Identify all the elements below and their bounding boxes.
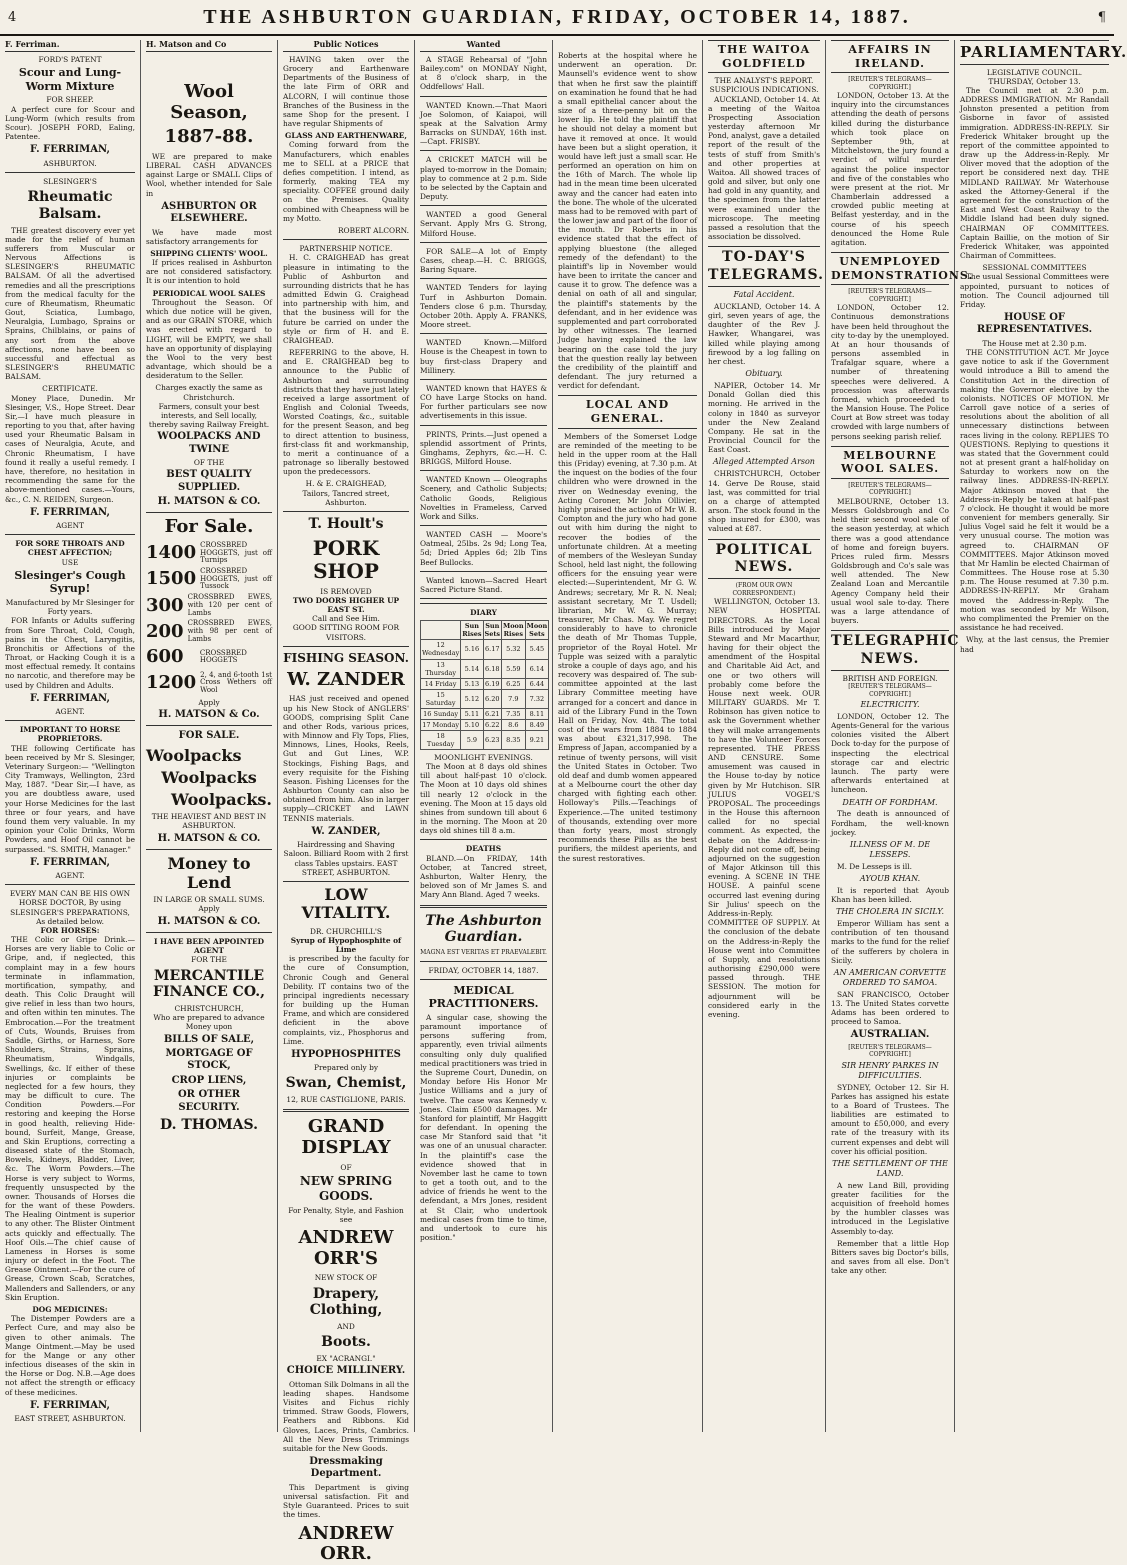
reuter-4: [REUTER'S TELEGRAMS—COPYRIGHT.] [848,683,932,698]
moonlight-heading: MOONLIGHT EVENINGS. [434,752,533,762]
wanted-ad: Wanted known—Sacred Heart Sacred Picture Stand. [420,575,547,594]
diary-cell: 5.13 [461,678,483,689]
thomas-signature: D. THOMAS. [159,1116,259,1133]
fords-label: FORD'S PATENT [38,54,102,64]
diary-row [421,640,549,659]
hoggets-row [146,568,272,591]
hoggets-count: 1200 [146,671,197,693]
diary-cell: 5.9 [461,730,483,749]
diary-col-header [421,621,461,640]
hoggets-row [146,646,272,668]
choice-millinery: CHOICE MILLINERY. [286,1365,406,1377]
partnership-body: H. C. CRAIGHEAD has great pleasure in intimating to the Public of Ashburton and surrounding districts that he has admitted Edwin G. Craighead into partnership with him, and that the business will for the future be carried on under the style or firm of H. and E. CRAIGHEAD. [283,253,409,345]
wool-body: WE are prepared to make LIBERAL CASH ADVANCES against Large or SMALL Clips of Wool, whether intended for Sale in [146,151,272,198]
wanted-ad: PRINTS, Prints.—Just opened a splendid assortment of Prints, Ginghams, Zephyrs, &c.—H. C. BRIGGS, Milford House. [420,429,547,467]
diary-cell: 5.45 [525,640,549,659]
hoggets-row [146,542,272,565]
electricity-body: LONDON, October 12. The Agents-General for the various colonies visited the Albert Dock to-day for the purpose of inspecting the electrical storage car and electric launch. The party were afterwards entertained at luncheon. [831,711,949,795]
fishing-season: FISHING SEASON. [283,650,409,665]
column-4 [415,40,553,1432]
glass-heading: GLASS AND EARTHENWARE, [285,131,407,141]
low-vitality: LOW VITALITY. [301,884,391,923]
parliamentary-heading: PARLIAMENTARY. [960,40,1109,65]
medical-body: A singular case, showing the paramount importance of persons suffering from, apparently, even trivial ailments consulting only duly qualified medical practitioners was tried in the Supreme Court, Dunedin, on Monday before His Honor Mr Justice Williams and a jury of twelve. The case was Kennedy v. Jones. Claim £500 damages. Mr Stanford for plaintiff, Mr Haggitt for defendant. In opening the case Mr Stanford said that "it was one of an unusual character. In the plaintiff's case the evidence showed that in November last he came to town to get a tooth out, and to the advice of friends he went to the defendant, a Mrs Jones, resident at St Clair, who undertook medical cases from time to time, and undertook to cure his position." [420,1012,547,1243]
new-stock: NEW STOCK OF [314,1273,378,1283]
of-label: OF [340,1162,352,1172]
shipping-heading: SHIPPING CLIENTS' WOOL. [150,248,268,258]
diary-cell: 16 Sunday [421,708,461,719]
guardian-masthead: The Ashburton Guardian. [425,912,542,946]
matson-4: H. MATSON & CO. [157,915,261,927]
horses-body: THE Colic or Gripe Drink.—Horses are very liable to Colic or Gripe, and, if neglected, this complaint may in a few hours terminate in inflammation, mortification, sympathy, and death. This Colic Draught will give relief in less than two hours, and often within ten minutes. The Embrocation.—For the treatment of Cuts, Wounds, Bruises from Saddle, Girths, or Harness, Sore Shoulders, Strains, Sprains, Rheumatism, Windgalls, Swellings, &c. If either of these injuries or complaints be neglected for a few hours, they may be difficult to cure. The Condition Powders.—For restoring and keeping the Horse in good health, relieving Hide-bound, Surfeit, Mange, Grease, and Skin Eruptions, correcting a diseased state of the Stomach, Bowels, Kidneys, Bladder, Liver, &c. The Worm Powders.—The Horse is very subject to Worms, frequently unsuspected by the owner. Thousands of Horses die for the want of these Powders. The Healing Ointment is superior to any other. The Blister Ointment acts quickly and effectually. The Hoof Oils.—The chief cause of Lameness in Horses is some injury or defect in the Foot. The Grease Ointment.—For the cure of Grease, Crown Scab, Scratches, Mallenders and Sallenders, or any Skin Eruption. [5,935,135,1302]
woolpacks-2: Woolpacks [161,767,257,787]
wanted-ad: WANTED Known.—That Maori Joe Solomon, of Kaiapoi, will speak at the Salvation Army Barracks on SUNDAY, 16th inst.—Capt. FRISBY. [420,100,547,147]
pork-shop: PORK SHOP [312,535,380,583]
churchill-label: DR. CHURCHILL'S [309,926,382,936]
hoggets-row [146,620,272,643]
column-2 [141,40,278,1432]
hoggets-desc: CROSSBRED EWES, with 120 per cent of Lambs [187,593,272,617]
horse-body: THE following Certificate has been received by Mr S. Slesinger, Veterinary Surgeon:— "Wellington City Tramways, Wellington, 23rd May, 1887. "Dear Sir,—I have, as you are doubtless aware, used your Horse Medicines for the last three or four years, and have found them very valuable. In my opinion your Colic Drinks, Worm Powders, and Hoof Oil cannot be surpassed. "S. SMITH, Manager." [5,743,135,854]
andrew-orrs: ANDREW ORR'S [298,1227,394,1269]
diary-cell: 6.25 [502,678,526,689]
cholera-body: Emperor William has sent a contribution of ten thousand marks to the fund for the relief of the sufferers by cholera in Sicily. [831,919,949,965]
hoggets-desc: CROSSBRED HOGGETS, just off Turnips [200,541,272,565]
hoggets-count: 1500 [146,568,197,590]
reuter-5: [REUTER'S TELEGRAMS—COPYRIGHT.] [848,1043,932,1059]
diary-cell: 6.14 [525,659,549,678]
wanted-ad: A STAGE Rehearsal of "John Bailey.com" on MONDAY Night, at 8 o'clock sharp, in the Oddfellows' Hall. [420,54,547,92]
wanted-ad: WANTED Known.—Milford House is the Cheapest in town to buy first-class Drapery and Millinery. [420,338,547,375]
swan-chemist: Swan, Chemist, [285,1075,407,1092]
mercantile-heading: MERCANTILE FINANCE CO., [153,967,265,1001]
wanted-ad: WANTED CASH — Moore's Oatmeal, 25lbs. 2s 9d; Long Tea, 5d; Dried Apples 6d; 2lb Tins Beef Bullocks. [420,530,547,567]
diary-cell: 7.9 [502,689,526,708]
periodical-heading: PERIODICAL WOOL SALES [152,288,266,298]
diary-cell: 5.12 [461,689,483,708]
parkes-heading: SIR HENRY PARKES IN DIFFICULTIES. [841,1060,939,1080]
british-foreign: BRITISH AND FOREIGN. [842,674,938,683]
masthead [0,0,1114,36]
fatal-body: AUCKLAND, October 14. A girl, seven years of age, the daughter of the Rev J. Hawker, Whangarei, was killed while playing among firewood by a log falling on her chest. [708,301,820,366]
hoggets-desc: CROSSBRED EWES, with 98 per cent of Lambs [187,619,272,643]
legislative-heading: LEGISLATIVE COUNCIL. [986,67,1083,77]
ireland-heading: AFFAIRS IN IRELAND. [831,40,949,73]
dog-body: The Distemper Powders are a Perfect Cure, and may also be given to other animals. The Mange Ointment.—May be used for the Mange or any other infectious diseases of the skin in the Horse or Dog. N.B.—Age does not affect the strength or efficacy of these medicines. [5,1314,135,1397]
other-security: OR OTHER SECURITY. [177,1089,241,1113]
council-body: The Council met at 2.30 p.m. ADDRESS IMMIGRATION. Mr Randall Johnston presented a petition from Gisborne in favor of assisted immigration. ADDRESS-IN-REPLY. Sir Frederick Whitaker brought up the report of the committee appointed to draw up the Address-in-Reply. Mr Oliver moved that the adoption of the report be considered next day. THE MIDLAND RAILWAY. Mr Waterhouse asked the Attorney-General if the agreement for the construction of the East and West Coast Railway to the Middle Island had been duly signed. CHAIRMAN OF COMMITTEES. Captain Baillie, on the motion of Sir Frederick Whitaker, was appointed Chairman of Committees. [960,85,1109,261]
ferriman-2: F. FERRIMAN, [30,506,110,518]
shipping-lead: We have made most satisfactory arrangements for [146,227,272,246]
reps-met: The House met at 2.30 p.m. [982,338,1087,348]
two-doors: TWO DOORS HIGHER UP EAST ST. [292,595,400,615]
deaths-heading: DEATHS [465,844,502,854]
diary-heading: DIARY [470,608,497,618]
throats-heading: FOR SORE THROATS AND CHEST AFFECTION; [15,539,125,558]
for-the: FOR THE [191,955,227,965]
diary-cell: 5.16 [461,640,483,659]
diary-row [421,719,549,730]
hairdressing-line: Hairdressing and Shaving Saloon. Billiard Room with 2 first class Tables upstairs. EAST STREET, ASHBURTON. [283,840,409,877]
column-header: H. Matson and Co [146,40,272,52]
ferriman-5: F. FERRIMAN, [30,1399,110,1411]
local-general-body: Members of the Somerset Lodge are reminded of the meeting to be held in the upper room at the Hall this (Friday) evening, at 7.30 p.m. At the inquest on the bodies of the four children who were drowned in the river on Wednesday evening, the Acting Coroner, Mr John Ollivier, highly praised the action of Mr W. B. Compton and the jury who had gone out with him during the night to recover the bodies of the unfortunate children. At a meeting of members of the Wesleyan Sunday School, held last night, the following officers for the ensuing year were elected:—Superintendent, Mr G. W. Andrews; secretary, Mr R. N. Neal; assistant secretary, Mr T. Usdell; librarian, Mr W. G. Murray; treasurer, Mr Chas. May. We regret considerably to have to chronicle the death of Mr Thomas Tupple, proprietor of the Royal Hotel. Mr Tupple was seized with a paralytic stroke a couple of days ago, and his recovery was despaired of. The sub-committee appointed at the last Library Committee meeting have arranged for a concert and dance in aid of the Library Fund in the Town Hall on Friday, Nov. 4th. The total cost of the wars from 1884 to 1884 was about £321,317,998. The Empress of Japan, accompanied by a retinue of twenty persons, will visit the United States in October. Two old deaf and dumb women appeared at a Melbourne court the other day charged with fighting each other. Holloway's Pills.—Teachings of Experience.—The united testimony of thousands, extending over more than forty years, most strongly recommends these Pills as the best purifiers, the mildest aperients, and the surest restoratives. [558,431,697,863]
diary-cell: 6.19 [485,679,500,688]
money-to-lend: Money to Lend [167,853,251,893]
diary-cell: 5.14 [461,659,483,678]
unemployed-heading: UNEMPLOYED DEMONSTRATIONS. [831,252,949,285]
arson-body: CHRISTCHURCH, October 14. Gerve De Rouse, staid last, was committed for trial on a charge of attempted arson. The stock found in the shop insured for £300, was valued at £87. [708,469,820,534]
newspaper-title: THE ASHBURTON GUARDIAN, FRIDAY, OCTOBER 14, 1887. [203,6,911,28]
for-sale-2: FOR SALE. [178,730,240,742]
diary-cell: 7.32 [525,689,549,708]
east-street: EAST STREET, ASHBURTON. [14,1414,126,1424]
diary-cell: 17 Monday [422,720,460,729]
ayoub-body: It is reported that Ayoub Khan has been killed. [831,885,949,904]
moonlight-body: The Moon at 8 days old shines till about half-past 10 o'clock. The Moon at 10 days old shines till nearly 12 o'clock in the evening. The Moon at 15 days old shines from sundown till about 6 in the morning. The Moon at 20 days old shines till 8 a.m. [420,762,547,836]
lesseps-heading: ILLNESS OF M. DE LESSEPS. [849,839,931,859]
column-header: F. Ferriman. [5,40,135,52]
hop-bitters-note: Remember that a little Hop Bitters saves big Doctor's bills, and saves from all else. Don't take any other. [831,1238,949,1276]
wanted-ad: WANTED Tenders for laying Turf in Ashburton Domain. Tenders close 6 p.m. Thursday, October 20th. Apply A. FRANKS, Moore street. [420,283,547,330]
diary-cell: 6.23 [483,730,501,749]
prepared-by: Prepared only by [313,1063,378,1073]
for-sale-heading: For Sale. [164,516,254,538]
diary-cell: 8.35 [502,730,526,749]
of-the: OF THE [193,458,225,467]
agent-2: AGENT. [55,707,85,717]
referring-body: REFERRING to the above, H. and E. CRAIGHEAD beg to announce to the Public of Ashburton and surrounding districts that they have just lately received a large assortment of English and Colonial Tweeds, Worsted Coatings, &c., suitable for the present Season, and beg to direct attention to business, first-class fit and workmanship, to merit a continuance of a patronage so liberally bestowed upon the predecessors. [283,348,409,477]
money-sub: IN LARGE OR SMALL SUMS. [153,895,265,905]
telegraphic-news: TELEGRAPHIC NEWS. [831,630,949,671]
hoggets-desc: CROSSBRED HOGGETS [199,648,247,665]
hoult-heading: T. Hoult's [308,515,384,532]
for-sheep: FOR SHEEP. [46,95,94,105]
grocery-body: HAVING taken over the Grocery and Earthenware Departments of the Business of the late Firm of ORR and ALCORN, I will continue those Branches of the Business in the same Shop for the present. I have regular Shipments of [283,54,409,129]
appointed-line: I HAVE BEEN APPOINTED AGENT [153,937,265,956]
diary-row [421,689,549,708]
slesinger-label: SLESINGER'S [43,176,97,186]
reuter-3: [REUTER'S TELEGRAMS—COPYRIGHT.] [848,482,932,497]
diary-cell: 5.32 [502,640,526,659]
diary-cell: 18 Tuesday [421,730,461,749]
bills-of-sale: BILLS OF SALE, [163,1033,255,1045]
guardian-motto: MAGNA EST VERITAS ET PRAEVALEBIT. [420,949,547,957]
corvette-body: SAN FRANCISCO, October 13. The United States corvette Adams has been ordered to proceed to Samoa. [831,989,949,1027]
heaviest-line: THE HEAVIEST AND BEST IN ASHBURTON. [151,812,267,831]
diary-row [421,708,549,719]
balsam-heading: Rheumatic Balsam. [27,188,113,222]
cough-syrup-heading: Slesinger's Cough Syrup! [14,568,126,596]
every-man: EVERY MAN CAN BE HIS OWN HORSE DOCTOR, By using SLESINGER'S PREPARATIONS, As detailed below. [9,889,131,926]
wanted-ad: FOR SALE—A lot of Empty Cases, cheap.—H. C. BRIGGS, Baring Square. [420,246,547,275]
reuter-2: [REUTER'S TELEGRAMS—COPYRIGHT.] [848,288,932,303]
diary-cell: 13 Thursday [421,659,461,678]
wool-year: 1887-88. [164,126,254,148]
zander-heading: W. ZANDER [287,668,405,690]
suspicious-heading: SUSPICIOUS INDICATIONS. [709,85,819,95]
hoggets-count: 600 [146,646,184,668]
andrew-orr-signature: ANDREW ORR. [298,1522,394,1565]
cholera-heading: THE CHOLERA IN SICILY. [835,907,945,917]
grand-display: GRAND DISPLAY [301,1116,391,1159]
diary-cell: 12 Wednesday [422,641,460,658]
partnership-heading: PARTNERSHIP NOTICE. [299,244,393,254]
diary-row [421,678,549,689]
medical-continued: Roberts at the hospital where he underwent an operation. Dr. Maunsell's evidence went to show that when he first saw the plaintiff on examination he found that he had a small epithelial cancer about the size of a three-penny bit on the lower lip. He told the plaintiff that he should not delay a moment but have it removed at once. It would have been but a slight operation, it would have left just a small scar. He performed an operation on him on the 16th of March. The whole lip had in the mean time been ulcerated away and the cancer had eaten into the bone. The whole of the ulcerated mass had to be removed with part of the lower jaw and part of the floor of the mouth. Dr Roberts in his evidence stated that the effect of applying bluestone (the alleged remedy of the defendant) to the plaintiff's lip in November would have been to irritate the cancer and cause it to grow. The defence was a denial on oath of all and singular, the plaintiff's statements by the defendant, and in her evidence was supplemented and part corroborated by other witnesses. The learned Judge having explained the law bearing on the case told the jury that the question really lay between the credibility of the plaintiff and defendant. The jury returned a verdict for defendant. [558,51,697,391]
waitoa-body: AUCKLAND, October 14. At a meeting of the Waitoa Prospecting Association yesterday afternoon Mr Pond, analyst, gave a detailed report of the result of the tests of stuff from Smith's and other properties at Waitoa. All showed traces of gold and silver, but only one had gold in any quantity, and the specimen from the latter were examined under the microscope. The meeting passed a resolution that the association be dissolved. [708,94,820,242]
sessional-body: The usual Sessional Committees were appointed, pursuant to notices of motion. The Council adjourned till Friday. [960,272,1109,309]
diary-cell: 7.35 [502,708,526,719]
hoggets-count: 200 [146,620,184,642]
unemployed-body: LONDON, October 12. Continuous demonstrations have been held throughout the city to-day by the unemployed. At an hour thousands of persons assembled in Trafalgar square, where a number of threatening speeches were delivered. A procession was afterwards formed, which proceeded to the Mansion House. The Police Court at Bow street was today crowded with large numbers of persons seeking parish relief. [831,303,949,441]
column-5 [553,40,703,1432]
thursday-date: THURSDAY, October 13. [988,76,1081,86]
for-horses: FOR HORSES: [40,925,100,935]
spring-goods: NEW SPRING GOODS. [299,1173,393,1203]
scour-heading: Scour and Lung-Worm Mixture [18,66,122,93]
diary-col-header: Sun Sets [484,622,501,639]
call-and-see: Call and See Him. [312,614,380,624]
certificate-heading: CERTIFICATE. [42,384,98,394]
dressmaking-body: This Department is giving universal satisfaction. Fit and Style Guaranteed. Prices to suit the times. [283,1482,409,1520]
diary-cell: 6.17 [483,640,501,659]
political-body: WELLINGTON, October 13. NEW HOSPITAL DIRECTORS. As the Local Bills introduced by Major Steward and Mr Macarthur, having for their object the amendment of the Hospital and Charitable Aid Act, and one or two others will probably come before the House next week. OUR MILITARY GUARDS. Mr T. Robinson has given notice to ask the Government whether they will make arrangements to have the Volunteer Forces represented. THE PRESS AND CENSURE. Some amusement was caused in the House to-day by notice given by Mr Hutchison. SIR JULIUS VOGEL'S PROPOSAL. The proceedings in the House this afternoon called for no special comment. As expected, the debate on the Address-in-Reply did not come off, being adjourned on the suggestion of Major Atkinson till this evening. A SCENE IN THE HOUSE. A painful scene occurred last evening during Sir Julius' speech on the Address-in-Reply. COMMITTEE OF SUPPLY. At the conclusion of the debate on the Address-in-Reply the House went into Committee of Supply, and resolutions authorising £290,000 were passed through. THE SESSION. The motion for adjournment will be considered early in the evening. [708,597,820,1019]
woolpacks-twine: WOOLPACKS AND TWINE [157,431,261,455]
reps-heading: HOUSE OF REPRESENTATIVES. [976,312,1093,336]
hoggets-count: 1400 [146,542,197,564]
column-6 [703,40,826,1432]
reuter-1: [REUTER'S TELEGRAMS—COPYRIGHT.] [848,76,932,91]
parkes-body: SYDNEY, October 12. Sir H. Parkes has assigned his estate to a Board of Trustees. The liabilities are estimated to amount to £50,000, and every rate of the treasury with its current expenses and debt will cover his official position. [831,1082,949,1156]
column-header: Public Notices [283,40,409,52]
diary-cell: 8.49 [525,719,549,730]
diary-col-header: Moon Rises [503,622,524,639]
woolpacks-3: Woolpacks. [170,789,272,809]
diary-cell: 6.20 [483,689,501,708]
medical-heading: MEDICAL PRACTITIONERS. [428,983,539,1011]
hoggets-list [146,542,272,695]
diary-cell: 8.6 [502,719,526,730]
diary-cell: 5.11 [461,708,483,719]
deaths-body: BLAND.—On FRIDAY, 14th October, at Tancred street, Ashburton, Walter Henry, the beloved son of Mr James S. and Mary Ann Bland. Aged 7 weeks. [420,853,547,900]
ireland-body: LONDON, October 13. At the inquiry into the circumstances attending the death of persons killed during the disturbance which took place on September 9th, at Mitchelstown, the jury found a verdict of wilful murder against the police inspector and five of the constables who were present at the riot. Mr Chamberlain addressed a crowded public meeting at Belfast yesterday, and in the course of his speech denounced the Home Rule agitation. [831,91,949,247]
column-8 [955,40,1127,1432]
column-7 [826,40,974,1432]
certificate-body: Money Place, Dunedin. Mr Slesinger, V.S., Hope Street. Dear Sir,—I have much pleasure in reporting to you that, after having used your Rheumatic Balsam in cases of Neuralgia, Acute, and Chronic Rheumatism, I have found it really a useful remedy. I have, therefore, no hesitation in recommending the same for the above-mentioned cases.—Yours, &c., C. N. REIDEN, Surgeon. [5,393,135,504]
fordham-heading: DEATH OF FORDHAM. [842,797,938,807]
page-number: 4 [8,10,17,25]
settlement-body: A new Land Bill, providing greater facilities for the acquisition of freehold homes by the humbler classes was introduced in the Legislative Assembly to-day. [831,1180,949,1236]
christchurch-line: CHRISTCHURCH, [174,1004,244,1014]
syrup-heading: Syrup of Hypophosphite of Lime [290,935,402,954]
sessional-heading: SESSIONAL COMMITTEES [982,263,1087,273]
ferriman-4: F. FERRIMAN, [30,856,110,868]
diary-col-header: Sun Rises [462,622,482,639]
todays-telegrams: TO-DAY'S TELEGRAMS. [708,246,820,287]
best-quality: BEST QUALITY SUPPLIED. [166,469,252,493]
obituary-body: NAPIER, October 14. Mr Donald Gollan died this morning. He arrived in the colony in 1840 as surveyor under the New Zealand Company. He sat in the Provincial Council for the East Coast. [708,381,820,455]
reps-body: THE CONSTITUTION ACT. Mr Joyce gave notice to ask if the Government would introduce a Bill to amend the Constitution Act in the direction of making the Governor elective by the colonists. NOTICES OF MOTION. Mr Carroll gave notice of a series of resolutions about the abolition of all unnecessary distinctions between races living in the colony. REPLIES TO QUESTIONS. Replying to questions it was stated that the Government could not at present grant a half-holiday on Saturday to workers now on the railway lines. ADDRESS-IN-REPLY. Major Atkinson moved that the Address-in-Reply be taken at half-past 7 o'clock. He thought it would be more convenient for members generally. Sir Julius Vogel said he felt it would be a very unusual course. The motion was agreed to. CHAIRMAN OF COMMITTEES. Major Atkinson moved that Mr Hamlin be elected Chairman of Committees. The House rose at 5.30 p.m. The House resumed at 7.30 p.m. ADDRESS-IN-REPLY. Mr Graham moved the Address-in-Reply. The motion was seconded by Mr Wilson, who complimented the Premier on the assistance he had received. [960,348,1109,633]
matson-2: H. MATSON & Co. [158,708,260,720]
diary-cell: 6.18 [483,659,501,678]
matson-1: H. MATSON & CO. [157,495,261,507]
ayoub-heading: AYOUB KHAN. [859,873,921,883]
hoggets-count: 300 [146,594,184,616]
dog-heading: DOG MEDICINES: [32,1304,108,1314]
fatal-heading: Fatal Accident. [733,290,795,300]
matson-3: H. MATSON & CO. [157,832,261,844]
diary-row [421,659,549,678]
lesseps-body: M. De Lesseps is ill. [837,861,912,871]
fordham-body: The death is announced of Fordham, the well-known jockey. [831,809,949,837]
wanted-ad: A CRICKET MATCH will be played to-morrow in the Domain; play to commence at 2 p.m. Side to be selected by the Captain and Deputy. [420,155,547,202]
australian-heading: AUSTRALIAN. [850,1029,930,1041]
wanted-ad: WANTED known that HAYES & CO have Large Stocks on hand. For further particulars see now advertisements in this issue. [420,383,547,421]
column-1 [0,40,141,1432]
waitoa-heading: THE WAITOA GOLDFIELD [708,40,820,73]
hoggets-desc: 2, 4, and 6-tooth 1st Cross Wethers off Wool [200,670,272,694]
melbourne-heading: MELBOURNE WOOL SALES. [831,446,949,479]
tailors-line: Tailors, Tancred street, Ashburton. [302,488,390,507]
crop-liens: CROP LIENS, [171,1074,247,1086]
column-header: Wanted [420,40,547,52]
diary-cell: 14 Friday [421,678,461,689]
ferriman-3: F. FERRIMAN, [30,692,110,704]
boots-heading: Boots. [321,1334,371,1351]
hypophosphites: HYPOPHOSPHITES [291,1048,401,1060]
ashburton-elsewhere: ASHBURTON OR ELSEWHERE. [161,200,257,225]
farmers-line: Farmers, consult your best interests, and Sell locally, thereby saving Railway Freight. [148,401,270,430]
hoggets-desc: CROSSBRED HOGGETS, just off Tussock [200,567,272,591]
diary-cell: 9.21 [525,730,549,749]
syrup-body: is prescribed by the faculty for the cure of Consumption, Chronic Cough and General Debility. IT contains two of the principal ingredients necessary for building up the Human Frame, and which are considered deficient in the above complaints, viz., Phosphorus and Lime. [283,954,410,1046]
hoggets-row [146,594,272,617]
dressmaking-heading: Dressmaking Department. [309,1456,383,1480]
issue-date: FRIDAY, OCTOBER 14, 1887. [428,965,539,975]
melbourne-body: MELBOURNE, October 13. Messrs Goldsbrough and Co held their second wool sale of the season yesterday, at which there was a good attendance of home and foreign buyers. Prices ruled firm. Messrs Goldsbrough and Co's sale was well attended. The New Zealand Loan and Mercantile Agency Company held their usual wool sale to-day. There was a large attendance of buyers. [831,496,949,626]
for-penalty: For Penalty, Style, and Fashion see [288,1205,404,1224]
alcorn-signature: ROBERT ALCORN. [337,226,409,235]
column-3 [278,39,415,1565]
zander-signature: W. ZANDER, [311,825,381,837]
charges-line: Charges exactly the same as Christchurch. [155,383,263,402]
ferriman-1: F. FERRIMAN, [30,144,110,156]
cough-made: Manufactured by Mr Slesinger for Forty years. [5,598,135,617]
ex-acrangi: EX "ACRANGI." [316,1354,376,1364]
ashburton-1: ASHBURTON. [43,158,97,168]
hoggets-row [146,672,272,695]
use-label: USE [61,557,79,567]
electricity-heading: ELECTRICITY. [860,700,920,710]
corvette-heading: AN AMERICAN CORVETTE ORDERED TO SAMOA. [833,967,947,987]
apply-1: Apply [198,697,220,707]
obituary-heading: Obituary. [745,369,783,379]
diary-cell: 6.21 [485,709,500,718]
closing-line: Why, at the last census, the Premier had [960,635,1109,654]
political-news: POLITICAL NEWS. [708,539,820,580]
wanted-ad: WANTED a good General Servant. Apply Mrs G. Strong, Milford House. [420,210,547,238]
cough-body: FOR Infants or Adults suffering from Sore Throat, Cold, Cough, pains in the Chest, Laryngitis, Bronchitis or Affections of the Throat, or Hacking Cough it is a most effectual remedy. It contains no narcotic, and therefore may be used by Children and Adults. [5,616,135,690]
diary-cell: 5.10 [461,719,483,730]
millinery-body: Ottoman Silk Dolmans in all the leading shapes. Handsome Visites and Fichus richly trimmed. Straw Goods, Flowers, Feathers and Ribbons. Kid Gloves, Laces, Prints, Cambrics. All the New Dress Trimmings suitable for the New Goods. [283,1379,409,1453]
from-correspondent: (FROM OUR OWN CORRESPONDENT.) [732,582,796,597]
mortgage-of-stock: MORTGAGE OF STOCK, [165,1048,253,1072]
and-label: AND [337,1322,355,1332]
wool-season-heading: Wool Season, [170,80,248,123]
diary-table [420,620,549,750]
agent-1: AGENT [55,521,85,531]
zander-body: HAS just received and opened up his New Stock of ANGLERS' GOODS, comprising Split Cane and other Rods, various prices, with Minnow and Fly Tops, Flies, Minnows, Lines, Hooks, Reels, Gut and Gut Lines, W.P. Stockings, Fishing Bags, and every requisite for the Fishing Season. Fishing Licenses for the Ashburton County can also be obtained from him. Also in larger supply—CRICKET and LAWN TENNIS materials. [283,694,409,823]
horse-heading: IMPORTANT TO HORSE PROPRIETORS. [19,725,121,744]
settlement-heading: THE SETTLEMENT OF THE LAND. [832,1158,948,1178]
agent-3: AGENT. [55,871,85,881]
local-general-heading: LOCAL AND GENERAL. [558,395,697,428]
apply-2: Apply [198,904,220,914]
diary-cell: 6.44 [525,678,549,689]
good-sitting-room: GOOD SITTING ROOM FOR VISITORS. [292,623,400,642]
diary-row [421,730,549,749]
diary-cell: 5.59 [502,659,526,678]
pilcrow-mark: ¶ [1097,10,1106,25]
diary-cell: 6.22 [485,720,500,729]
scour-body: A perfect cure for Scour and Lung-Worm (which results from Scour). JOSEPH FORD, Ealing, Patentee. [5,104,135,142]
craighead-signature: H. & E. CRAIGHEAD, [305,479,387,489]
diary-cell: 15 Saturday [421,689,461,708]
balsam-body: THE greatest discovery ever yet made for the relief of human sufferers from Muscular or Nervous Affections is SLESINGER'S RHEUMATIC BALSAM. Of all the advertised remedies and all the prescriptions from the medical faculty for the cure of Rheumatism, Rheumatic Gout, Sciatica, Lumbago, Neuralgia, Lumbago, Sprains or Sprains, Chilblains, or pains of any sort from the above affections, none have been so successful and effectual as SLESINGER'S RHEUMATIC BALSAM. [5,225,135,382]
drapery-heading: Drapery, Clothing, [309,1285,383,1319]
is-removed: IS REMOVED [320,586,372,596]
diary-cell: 8.11 [525,708,549,719]
analyst-heading: THE ANALYST'S REPORT. [714,76,814,86]
prepared-line: Who are prepared to advance Money upon [153,1013,265,1032]
diary-col-header: Moon Sets [526,622,548,639]
arson-heading: Alleged Attempted Arson [713,457,815,467]
periodical-body: Throughout the Season. Of which due notice will be given, and as our GRAIN STORE, which was erected with regard to LIGHT, will be EMPTY, we shall have an opportunity of displaying the Wool to the very best advantage, which should be a desideratum to the Seller. [146,297,272,381]
shipping-body: If prices realised in Ashburton are not considered satisfactory. It is our intention to hold [146,258,272,286]
grocery-body-2: Coming forward from the Manufacturers, which enables me to SELL at a PRICE that defies competition. I intend, as formerly, making TEA my speciality. COFFEE ground daily on the Premises. Quality combined with Cheapness will be my Motto. [283,140,409,223]
wanted-ad: WANTED Known — Oleographs Scenery, and Catholic Subjects; Catholic Goods, Religious Novelties in Frameless, Carved Work and Silks. [420,475,547,521]
rue-address: 12, RUE CASTIGLIONE, PARIS. [286,1095,406,1105]
wanted-list [420,55,547,599]
woolpacks-1: Woolpacks [146,745,242,765]
